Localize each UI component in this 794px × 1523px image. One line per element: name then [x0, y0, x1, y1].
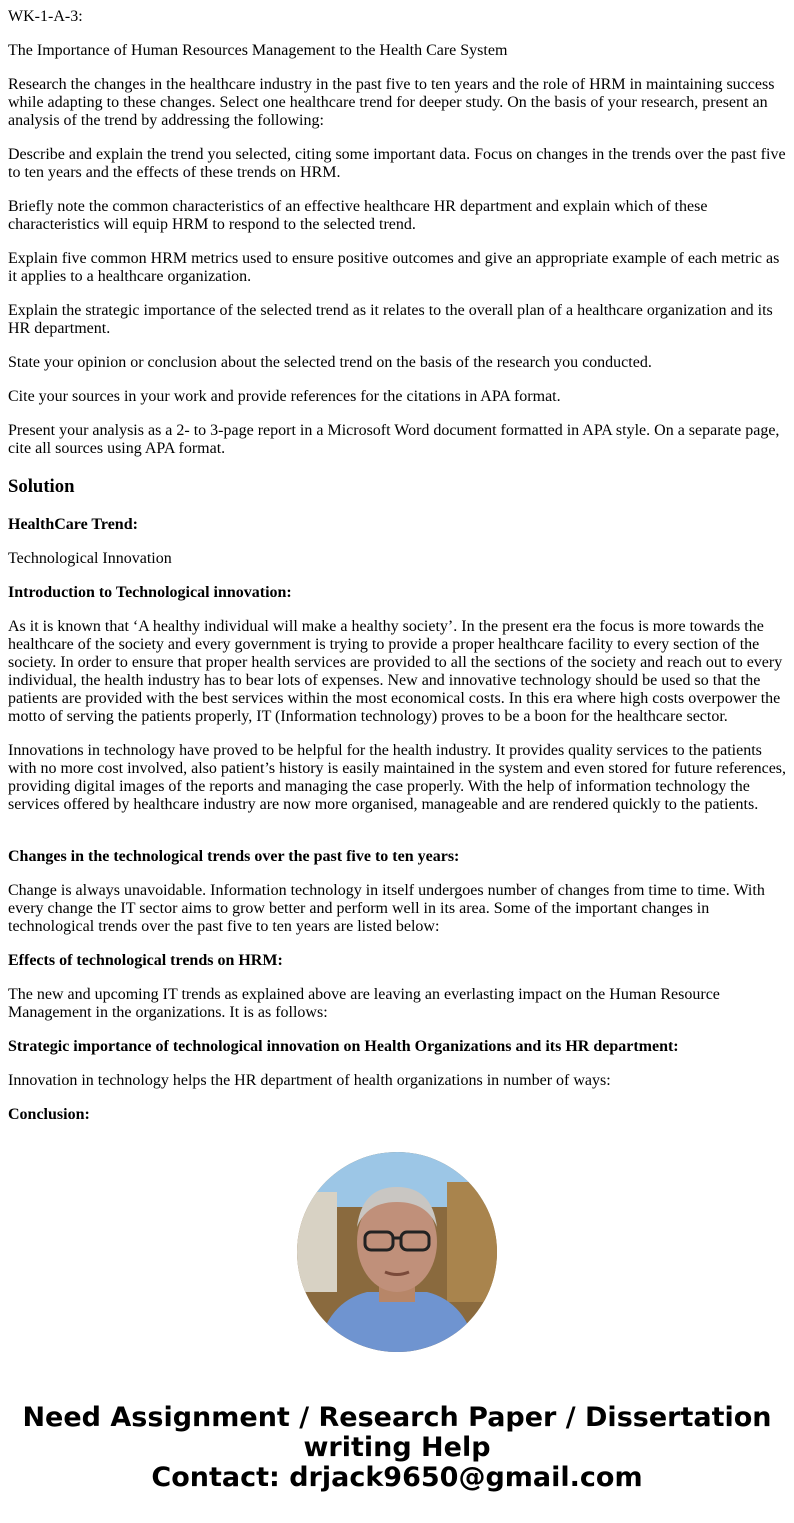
promo-line: Need Assignment / Research Paper / Dissertation writing Help [22, 1402, 772, 1463]
conclusion-heading: Conclusion: [8, 1106, 90, 1123]
changes-paragraph: Change is always unavoidable. Information technology in itself undergoes number of changes from time to time. With every change the IT sector aims to grow better and perform well in its area. Some of the important changes in technological trends over the past five to ten years are listed below: [8, 882, 765, 935]
effects-paragraph: The new and upcoming IT trends as explained above are leaving an everlasting impact on the Human Resource Management in the organizations. It is as follows: [8, 986, 720, 1021]
question-paragraph: Research the changes in the healthcare industry in the past five to ten years and the role of HRM in maintaining success while adapting to these changes. Select one healthcare trend for deeper study. On the basis of your research, present an analysis of the trend by addressing the following: [8, 76, 775, 129]
changes-heading: Changes in the technological trends over the past five to ten years: [8, 848, 460, 865]
question-title: The Importance of Human Resources Management to the Health Care System [8, 42, 508, 59]
question-paragraph: State your opinion or conclusion about the selected trend on the basis of the research you conducted. [8, 354, 652, 371]
promo-banner [8, 1403, 786, 1493]
solution-heading: Solution [8, 476, 75, 497]
intro-heading: Introduction to Technological innovation: [8, 584, 292, 601]
intro-paragraph: Innovations in technology have proved to be helpful for the health industry. It provides quality services to the patients with no more cost involved, also patient’s history is easily maintained in the system and even stored for future references, providing digital images of the reports and managing the case properly. With the help of information technology the services offered by healthcare industry are now more organised, manageable and are rendered quickly to the patients. [8, 742, 787, 813]
strategic-paragraph: Innovation in technology helps the HR department of health organizations in number of ways: [8, 1072, 611, 1089]
question-paragraph: Present your analysis as a 2- to 3-page report in a Microsoft Word document formatted in APA style. On a separate page, cite all sources using APA format. [8, 422, 780, 457]
spacer [8, 830, 786, 848]
question-paragraph: Explain five common HRM metrics used to ensure positive outcomes and give an appropriate example of each metric as it applies to a healthcare organization. [8, 250, 780, 285]
intro-paragraph: As it is known that ‘A healthy individual will make a healthy society’. In the present era the focus is more towards the healthcare of the society and every government is trying to provide a proper healthcare facility to every section of the society. In order to ensure that proper health services are provided to all the sections of the society and reach out to every individual, the health industry has to bear lots of expenses. New and innovative technology should be used so that the patients are provided with the best services within the most economical costs. In this era where high costs overpower the motto of serving the patients properly, IT (Information technology) proves to be a boon for the healthcare sector. [8, 618, 783, 725]
effects-heading: Effects of technological trends on HRM: [8, 952, 283, 969]
trend-heading: HealthCare Trend: [8, 516, 138, 533]
question-paragraph: Explain the strategic importance of the selected trend as it relates to the overall plan of a healthcare organization and its HR department. [8, 302, 773, 337]
author-avatar [297, 1152, 497, 1352]
trend-text: Technological Innovation [8, 550, 172, 567]
question-paragraph: Describe and explain the trend you selected, citing some important data. Focus on changes in the trends over the past five to ten years and the effects of these trends on HRM. [8, 146, 786, 181]
contact-line: Contact: drjack9650@gmail.com [151, 1462, 643, 1493]
question-code: WK-1-A-3: [8, 8, 83, 25]
question-paragraph: Briefly note the common characteristics of an effective healthcare HR department and explain which of these characteristics will equip HRM to respond to the selected trend. [8, 198, 708, 233]
strategic-heading: Strategic importance of technological innovation on Health Organizations and its HR department: [8, 1038, 679, 1055]
question-paragraph: Cite your sources in your work and provide references for the citations in APA format. [8, 388, 561, 405]
